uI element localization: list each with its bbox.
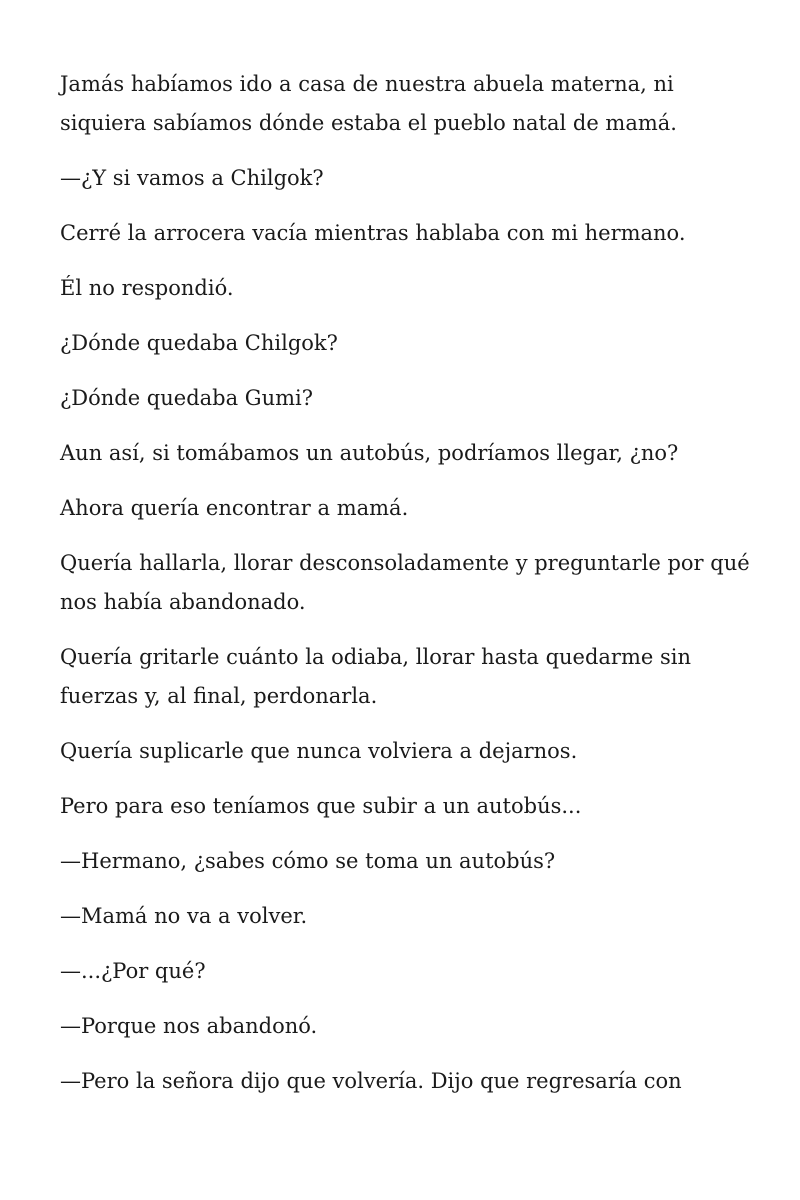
paragraph: Quería suplicarle que nunca volviera a dejarnos.: [60, 739, 578, 763]
paragraph: Él no respondió.: [60, 276, 234, 300]
paragraph: —¿Y si vamos a Chilgok?: [60, 166, 324, 190]
paragraph: —Pero la señora dijo que volvería. Dijo que regresaría con: [60, 1069, 682, 1093]
paragraph: ¿Dónde quedaba Chilgok?: [60, 331, 338, 355]
paragraph: Jamás habíamos ido a casa de nuestra abuela materna, ni siquiera sabíamos dónde estaba el pueblo natal de mamá.: [60, 72, 677, 135]
paragraph: ¿Dónde quedaba Gumi?: [60, 386, 313, 410]
paragraph: Quería gritarle cuánto la odiaba, llorar hasta quedarme sin fuerzas y, al final, perdonarla.: [60, 645, 692, 708]
paragraph: Pero para eso teníamos que subir a un autobús...: [60, 794, 582, 818]
paragraph: Ahora quería encontrar a mamá.: [60, 496, 409, 520]
paragraph: —Mamá no va a volver.: [60, 904, 308, 928]
paragraph: Aun así, si tomábamos un autobús, podríamos llegar, ¿no?: [60, 441, 679, 465]
paragraph: Cerré la arrocera vacía mientras hablaba con mi hermano.: [60, 221, 686, 245]
paragraph: —Hermano, ¿sabes cómo se toma un autobús?: [60, 849, 556, 873]
paragraph: —Porque nos abandonó.: [60, 1014, 318, 1038]
document-page: [60, 65, 750, 1117]
paragraph: —...¿Por qué?: [60, 959, 206, 983]
paragraph: Quería hallarla, llorar desconsoladamente y preguntarle por qué nos había abandonado.: [60, 551, 750, 614]
